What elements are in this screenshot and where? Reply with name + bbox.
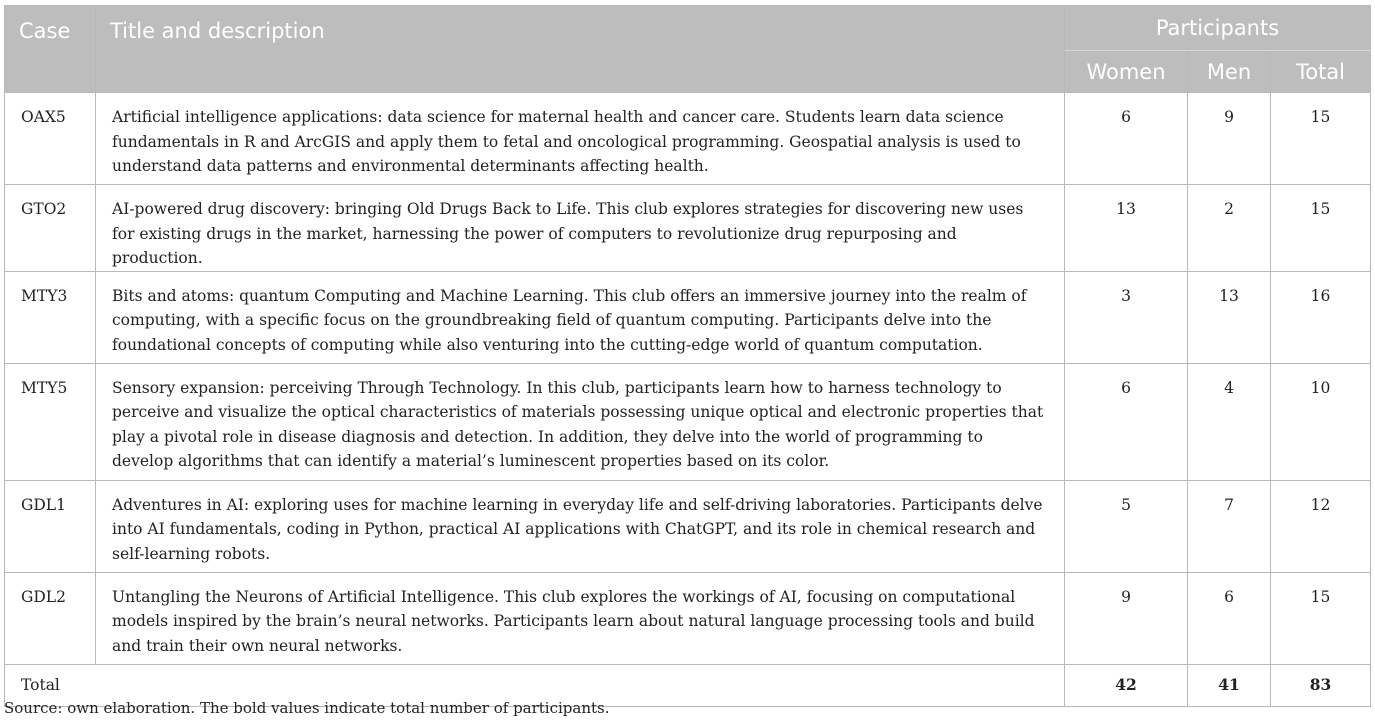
total-count: 15 [1271, 572, 1371, 664]
total-count: 15 [1271, 93, 1371, 185]
header-title-description: Title and description [96, 6, 1065, 93]
men-count: 9 [1188, 93, 1271, 185]
women-count: 6 [1065, 93, 1188, 185]
men-count: 4 [1188, 363, 1271, 480]
case-description: Sensory expansion: perceiving Through Technology. In this club, participants learn how to harness technology to perceive and visualize the optical characteristics of materials possessing unique optical and electronic properties that play a pivotal role in disease diagnosis and detection. In addition, they delve into the world of programming to develop algorithms that can identify a material’s luminescent properties based on its color. [96, 363, 1065, 480]
case-code: OAX5 [5, 93, 96, 185]
header-men: Men [1188, 51, 1271, 93]
women-count: 13 [1065, 185, 1188, 272]
women-count: 5 [1065, 480, 1188, 572]
total-count: 16 [1271, 271, 1371, 363]
table-row [5, 185, 1371, 272]
totals-label: Total [5, 664, 1065, 706]
table-row [5, 93, 1371, 185]
total-count: 15 [1271, 185, 1371, 272]
men-count: 13 [1188, 271, 1271, 363]
case-code: GDL2 [5, 572, 96, 664]
case-description: Artificial intelligence applications: data science for maternal health and cancer care. Students learn data science fundamentals in R and ArcGIS and apply them to fetal and oncological programming. Geospatial analysis is used to understand data patterns and environmental determinants affecting health. [96, 93, 1065, 185]
total-participants: 83 [1271, 664, 1371, 706]
case-code: MTY3 [5, 271, 96, 363]
men-count: 6 [1188, 572, 1271, 664]
table-header [5, 6, 1371, 93]
header-case: Case [5, 6, 96, 93]
case-description: AI-powered drug discovery: bringing Old Drugs Back to Life. This club explores strategies for discovering new uses for existing drugs in the market, harnessing the power of computers to revolutionize drug repurposing and production. [96, 185, 1065, 272]
case-code: MTY5 [5, 363, 96, 480]
total-count: 12 [1271, 480, 1371, 572]
case-code: GTO2 [5, 185, 96, 272]
total-count: 10 [1271, 363, 1371, 480]
header-women: Women [1065, 51, 1188, 93]
case-code: GDL1 [5, 480, 96, 572]
case-description: Adventures in AI: exploring uses for machine learning in everyday life and self-driving laboratories. Participants delve into AI fundamentals, coding in Python, practical AI applications with ChatGPT, and its role in chemical research and self-learning robots. [96, 480, 1065, 572]
men-count: 2 [1188, 185, 1271, 272]
header-total: Total [1271, 51, 1371, 93]
women-count: 3 [1065, 271, 1188, 363]
women-count: 9 [1065, 572, 1188, 664]
case-description: Bits and atoms: quantum Computing and Machine Learning. This club offers an immersive journey into the realm of computing, with a specific focus on the groundbreaking field of quantum computing. Participants delve into the foundational concepts of computing while also venturing into the cutting-edge world of quantum computation. [96, 271, 1065, 363]
total-men: 41 [1188, 664, 1271, 706]
women-count: 6 [1065, 363, 1188, 480]
men-count: 7 [1188, 480, 1271, 572]
participants-table [4, 5, 1371, 707]
total-women: 42 [1065, 664, 1188, 706]
header-participants: Participants [1065, 6, 1371, 51]
source-note: Source: own elaboration. The bold values indicate total number of participants. [4, 699, 610, 717]
case-description: Untangling the Neurons of Artificial Intelligence. This club explores the workings of AI, focusing on computational models inspired by the brain’s neural networks. Participants learn about natural language processing tools and build and train their own neural networks. [96, 572, 1065, 664]
table-row [5, 480, 1371, 572]
table-body [5, 93, 1371, 707]
table-row [5, 572, 1371, 664]
table-row [5, 363, 1371, 480]
table-row [5, 271, 1371, 363]
